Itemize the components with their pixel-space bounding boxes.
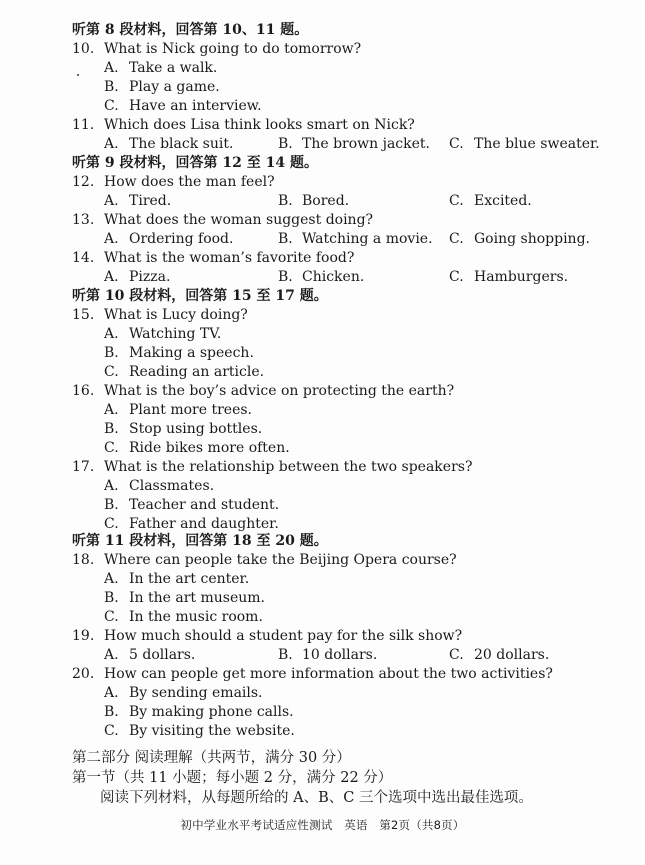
option-row [0, 192, 645, 211]
option-text: By sending emails. [129, 685, 263, 701]
part-2-title: 第二部分 阅读理解（共两节，满分 30 分） [72, 750, 351, 766]
question-12 [0, 173, 645, 192]
question-15 [0, 306, 645, 325]
option-letter: C. [104, 516, 119, 532]
option-letter: C. [449, 647, 464, 663]
option-text: By making phone calls. [129, 704, 294, 720]
question-19 [0, 627, 645, 646]
option-row [0, 325, 645, 344]
question-text: Which does Lisa think looks smart on Nick? [104, 117, 415, 133]
option-row [0, 230, 645, 249]
option-letter: C. [104, 364, 119, 380]
question-number: 13. [72, 212, 95, 228]
question-number: 10. [72, 41, 95, 57]
section-11-text: 听第 11 段材料，回答第 18 至 20 题。 [72, 533, 328, 549]
option-text: In the art center. [129, 571, 250, 587]
option-letter: C. [104, 609, 119, 625]
option-row [0, 646, 645, 665]
option-letter: A. [104, 478, 119, 494]
question-number: 14. [72, 250, 95, 266]
question-number: 12. [72, 174, 95, 190]
option-text: In the music room. [129, 609, 263, 625]
question-13 [0, 211, 645, 230]
question-text: How can people get more information about the two activities? [104, 666, 553, 682]
option-letter: B. [104, 345, 119, 361]
option-text: Pizza. [129, 269, 171, 285]
reading-instruction: 阅读下列材料，从每题所给的 A、B、C 三个选项中选出最佳选项。 [100, 790, 533, 806]
question-number: 19. [72, 628, 95, 644]
option-text: Stop using bottles. [129, 421, 263, 437]
option-letter: B. [104, 590, 119, 606]
option-letter: B. [104, 421, 119, 437]
option-letter: B. [278, 647, 293, 663]
option-row [0, 135, 645, 154]
option-letter: A. [104, 60, 119, 76]
question-text: How does the man feel? [104, 174, 275, 190]
option-text: Making a speech. [129, 345, 254, 361]
option-letter: A. [104, 269, 119, 285]
section-10-header [0, 287, 645, 306]
option-text: Reading an article. [129, 364, 265, 380]
option-letter: C. [449, 231, 464, 247]
option-row [0, 589, 645, 608]
option-row [0, 570, 645, 589]
option-text: In the art museum. [129, 590, 265, 606]
option-text: Classmates. [129, 478, 215, 494]
question-16 [0, 382, 645, 401]
option-row [0, 78, 645, 97]
option-text: The brown jacket. [302, 136, 430, 152]
option-letter: B. [104, 79, 119, 95]
question-text: What does the woman suggest doing? [104, 212, 374, 228]
option-text: Tired. [129, 193, 172, 209]
option-row [0, 59, 645, 78]
question-number: 20. [72, 666, 95, 682]
option-letter: C. [104, 98, 119, 114]
option-letter: B. [278, 269, 293, 285]
option-text: By visiting the website. [129, 723, 295, 739]
option-letter: A. [104, 136, 119, 152]
option-text: The black suit. [129, 136, 234, 152]
page-footer: 初中学业水平考试适应性测试 英语 第2页（共8页） [180, 818, 465, 832]
question-10 [0, 40, 645, 59]
option-text: Hamburgers. [474, 269, 569, 285]
option-letter: B. [104, 704, 119, 720]
option-text: 5 dollars. [129, 647, 196, 663]
question-number: 18. [72, 552, 95, 568]
option-text: Father and daughter. [129, 516, 279, 532]
option-letter: A. [104, 326, 119, 342]
section-1-title: 第一节（共 11 小题；每小题 2 分，满分 22 分） [72, 770, 393, 786]
option-row [0, 439, 645, 458]
question-text: How much should a student pay for the silk show? [104, 628, 463, 644]
option-row [0, 496, 645, 515]
question-text: What is the relationship between the two speakers? [104, 459, 473, 475]
option-row [0, 703, 645, 722]
section-9-header [0, 154, 645, 173]
option-letter: C. [449, 269, 464, 285]
option-row [0, 401, 645, 420]
option-row [0, 477, 645, 496]
section-9-text: 听第 9 段材料，回答第 12 至 14 题。 [72, 155, 318, 171]
question-17 [0, 458, 645, 477]
question-number: 17. [72, 459, 95, 475]
option-letter: B. [278, 231, 293, 247]
option-letter: A. [104, 193, 119, 209]
question-number: 16. [72, 383, 95, 399]
option-letter: B. [278, 193, 293, 209]
option-row [0, 268, 645, 287]
option-letter: A. [104, 231, 119, 247]
option-letter: A. [104, 402, 119, 418]
option-letter: C. [104, 440, 119, 456]
option-text: The blue sweater. [474, 136, 600, 152]
option-row [0, 363, 645, 382]
section-8-text: 听第 8 段材料，回答第 10、11 题。 [72, 22, 309, 38]
question-number: 15. [72, 307, 95, 323]
question-18 [0, 551, 645, 570]
section-11-header [0, 532, 645, 551]
option-text: Going shopping. [474, 231, 590, 247]
option-text: 20 dollars. [474, 647, 550, 663]
option-text: Watching TV. [129, 326, 222, 342]
option-text: Have an interview. [129, 98, 262, 114]
option-row [0, 344, 645, 363]
option-text: Play a game. [129, 79, 220, 95]
option-letter: A. [104, 571, 119, 587]
option-letter: B. [278, 136, 293, 152]
question-20 [0, 665, 645, 684]
section-1-title-row [0, 768, 645, 789]
option-text: Take a walk. [129, 60, 218, 76]
part-2-title-row [0, 748, 645, 769]
option-row [0, 420, 645, 439]
option-text: Chicken. [302, 269, 365, 285]
question-text: Where can people take the Beijing Opera course? [104, 552, 457, 568]
question-11 [0, 116, 645, 135]
option-letter: A. [104, 647, 119, 663]
option-letter: A. [104, 685, 119, 701]
question-14 [0, 249, 645, 268]
option-text: Watching a movie. [302, 231, 433, 247]
option-row [0, 722, 645, 741]
option-text: Ride bikes more often. [129, 440, 290, 456]
instruction-row [0, 788, 645, 809]
option-row [0, 684, 645, 703]
option-text: Excited. [474, 193, 532, 209]
question-text: What is Lucy doing? [104, 307, 248, 323]
option-letter: C. [449, 136, 464, 152]
option-text: Bored. [302, 193, 350, 209]
question-number: 11. [72, 117, 95, 133]
option-letter: B. [104, 497, 119, 513]
option-text: 10 dollars. [302, 647, 378, 663]
question-text: What is the boy’s advice on protecting the earth? [104, 383, 455, 399]
option-row [0, 608, 645, 627]
section-10-text: 听第 10 段材料，回答第 15 至 17 题。 [72, 288, 328, 304]
option-row [0, 97, 645, 116]
option-text: Teacher and student. [129, 497, 280, 513]
question-text: What is Nick going to do tomorrow? [104, 41, 362, 57]
question-text: What is the woman’s favorite food? [104, 250, 355, 266]
option-letter: C. [449, 193, 464, 209]
option-letter: C. [104, 723, 119, 739]
section-8-header [0, 21, 645, 40]
option-text: Ordering food. [129, 231, 234, 247]
option-text: Plant more trees. [129, 402, 252, 418]
